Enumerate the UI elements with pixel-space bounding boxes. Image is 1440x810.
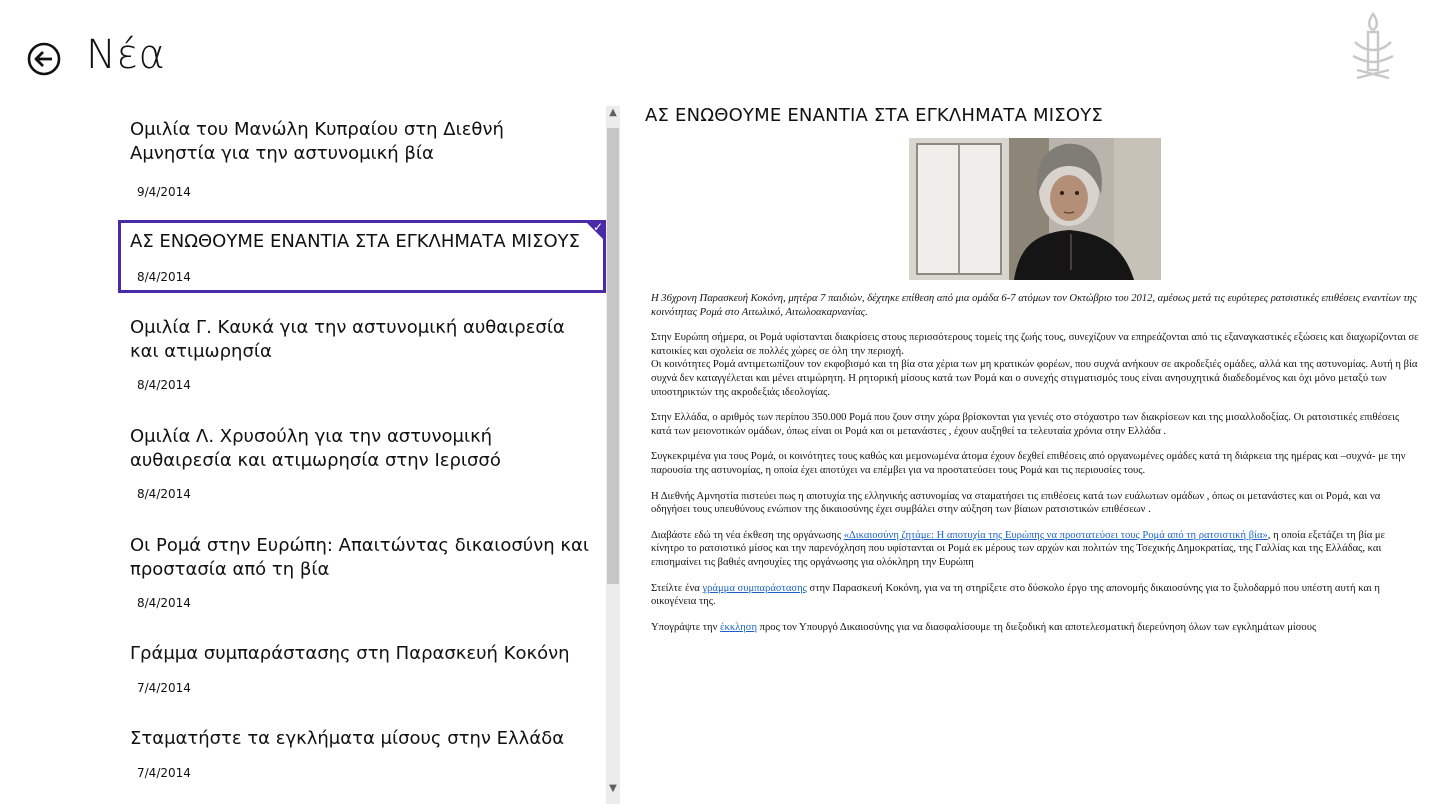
news-item-date: 7/4/2014 xyxy=(137,681,191,695)
news-list-item[interactable] xyxy=(118,632,606,712)
solidarity-letter-link[interactable]: γράμμα συμπαράστασης xyxy=(702,582,807,594)
news-item-date: 7/4/2014 xyxy=(137,766,191,780)
news-list xyxy=(118,108,608,808)
scrollbar-thumb[interactable] xyxy=(607,128,619,584)
article-paragraph-text: Στην Ευρώπη σήμερα, οι Ρομά υφίστανται διακρίσεις στους περισσότερους τομείς της ζωής τους, συνεχίζουν να επηρεάζονται από τις εξαναγκαστικές εξώσεις και διαχωρίζονται σε κατοικίες και σχολεία σε πολλές χώρες σε όλη την περιοχή. xyxy=(651,332,1419,357)
article-caption: Η 36χρονη Παρασκευή Κοκόνη, μητέρα 7 παιδιών, δέχτηκε επίθεση από μια ομάδα 6-7 ατόμων τον Οκτώβριο του 2012, αμέσως μετά τις ευρύτερες ρατσιστικές επιθέσεις εναντίων της κοινότητας Ρομά στο Αιτωλικό, Αιτωλοακαρνανίας. xyxy=(651,293,1417,318)
news-item-title: Ομιλία του Μανώλη Κυπραίου στη Διεθνή Αμνηστία για την αστυνομική βία xyxy=(130,119,504,164)
article-title: ΑΣ ΕΝΩΘΟΥΜΕ ΕΝΑΝΤΙΑ ΣΤΑ ΕΓΚΛΗΜΑΤΑ ΜΙΣΟΥΣ xyxy=(645,105,1103,126)
article-paragraph xyxy=(651,331,1421,399)
news-item-title: ΑΣ ΕΝΩΘΟΥΜΕ ΕΝΑΝΤΙΑ ΣΤΑ ΕΓΚΛΗΜΑΤΑ ΜΙΣΟΥΣ xyxy=(130,231,580,252)
article-paragraph: Συγκεκριμένα για τους Ρομά, οι κοινότητες τους καθώς και μεμονωμένα άτομα έχουν δεχθεί επιθέσεις από οργανωμένες ομάδες κατά τη διάρκεια της ημέρας και –συχνά- με την παρουσία της αστυνομίας, η οποία έχει αποτύχει να επέμβει για να προστατεύσει τους Ρομά και τις περιουσίες τους. xyxy=(651,451,1406,476)
news-item-title: Ομιλία Λ. Χρυσούλη για την αστυνομική αυθαιρεσία και ατιμωρησία στην Ιερισσό xyxy=(130,426,501,471)
page-title: Νέα xyxy=(86,32,166,78)
news-item-title: Οι Ρομά στην Ευρώπη: Απαιτώντας δικαιοσύνη και προστασία από τη βία xyxy=(130,535,589,580)
article-paragraph-text: , η οποία εξετάζει τη βία με κίνητρο το ρατσιστικό μίσος και την παρενόχληση που υφίστανται οι Ρομά εκ μέρους των αρχών και πολιτών της Τσεχικής Δημοκρατίας, της Γαλλίας και της Ελλάδας, και επισημαίνει τις βαθιές ανησυχίες της οργάνωσης για ολόκληρη την Ευρώπη xyxy=(651,529,1386,568)
news-item-date: 9/4/2014 xyxy=(137,185,191,199)
article-paragraph-text: Στείλτε ένα xyxy=(651,582,703,594)
article-body xyxy=(651,292,1421,646)
article-paragraph-text: Διαβάστε εδώ τη νέα έκθεση της οργάνωσης xyxy=(651,529,844,541)
article-paragraph: Στην Ελλάδα, ο αριθμός των περίπου 350.000 Ρομά που ζουν στην χώρα βρίσκονται για γενιές στο στόχαστρο των διακρίσεων και της μισαλλοδοξίας. Οι ρατσιστικές επιθέσεις κατά των μειονοτικών ομάδων, όπως είναι οι Ρομά και οι μετανάστες , έχουν αυξηθεί τα τελευταία χρόνια στην Ελλάδα . xyxy=(651,412,1400,437)
news-item-date: 8/4/2014 xyxy=(137,487,191,501)
news-list-scrollbar[interactable] xyxy=(606,106,620,804)
article-paragraph-text: προς τον Υπουργό Δικαιοσύνης για να διασφαλίσουμε τη διεξοδική και αποτελεσματική διερεύνηση όλων των εγκλημάτων μίσους xyxy=(757,621,1317,633)
news-list-item[interactable] xyxy=(118,306,606,410)
article-paragraph: Η Διεθνής Αμνηστία πιστεύει πως η αποτυχία της ελληνικής αστυνομίας να σταματήσει τις επιθέσεις κατά των ευάλωτων ομάδων , όπως οι μετανάστες και οι Ρομά, και να οδηγήσει τους υπευθύνους ενώπιον της δικαιοσύνης έχει συμβάλει στην αύξηση των βίαιων ρατσιστικών επιθέσεων . xyxy=(651,490,1381,516)
scroll-up-arrow-icon[interactable]: ▲ xyxy=(609,107,617,118)
news-list-item-selected[interactable] xyxy=(118,220,606,293)
news-item-title: Ομιλία Γ. Καυκά για την αστυνομική αυθαιρεσία και ατιμωρησία xyxy=(130,317,565,362)
article-paragraph xyxy=(651,529,1421,570)
article-panel xyxy=(644,100,1424,800)
news-item-title: Γράμμα συμπαράστασης στη Παρασκευή Κοκόνη xyxy=(130,643,570,664)
app-header xyxy=(0,0,1440,100)
article-paragraph xyxy=(651,621,1421,635)
news-item-date: 8/4/2014 xyxy=(137,596,191,610)
news-item-date: 8/4/2014 xyxy=(137,270,191,284)
back-arrow-icon[interactable] xyxy=(27,42,61,76)
news-list-item[interactable] xyxy=(118,524,606,628)
article-paragraph xyxy=(651,582,1421,609)
appeal-link[interactable]: έκκληση xyxy=(720,621,758,633)
article-photo xyxy=(909,138,1161,280)
news-list-item[interactable] xyxy=(118,108,606,212)
amnesty-candle-logo-icon xyxy=(1347,12,1399,86)
news-list-item[interactable] xyxy=(118,415,606,519)
news-list-item[interactable] xyxy=(118,717,606,797)
article-paragraph-text: στην Παρασκευή Κοκόνη, για να τη στηρίξετε στο δύσκολο έργο της απονομής δικαιοσύνης για το ξυλοδαρμό που υπέστη αυτή και η οικογένεια της. xyxy=(651,582,1380,608)
checkmark-icon: ✓ xyxy=(592,220,603,234)
article-paragraph-text: Υπογράψτε την xyxy=(651,621,721,633)
news-item-date: 8/4/2014 xyxy=(137,378,191,392)
news-item-title: Σταματήστε τα εγκλήματα μίσους στην Ελλάδα xyxy=(130,728,565,749)
report-link[interactable]: «Δικαιοσύνη ζητάμε: Η αποτυχία της Ευρώπης να προστατεύσει τους Ρομά από τη ρατσιστική βία» xyxy=(843,529,1268,541)
article-paragraph-text: Οι κοινότητες Ρομά αντιμετωπίζουν τον εκφοβισμό και τη βία στα χέρια των μη κρατικών φορέων, που συχνά ανήκουν σε ακροδεξιές ομάδες, αλλά και της αστυνομίας. Αυτή η βία συχνά δεν καταγγέλεται και μένει ατιμώρητη. Η ρητορική μίσους κατά των Ρομά και ο συνεχής στιγματισμός τους είναι ανησυχητικά διαδεδομένος και όχι μόνο μεταξύ των υποστηρικτών της ακροδεξιάς ιδεολογίας. xyxy=(651,359,1418,398)
scroll-down-arrow-icon[interactable]: ▼ xyxy=(609,783,617,794)
